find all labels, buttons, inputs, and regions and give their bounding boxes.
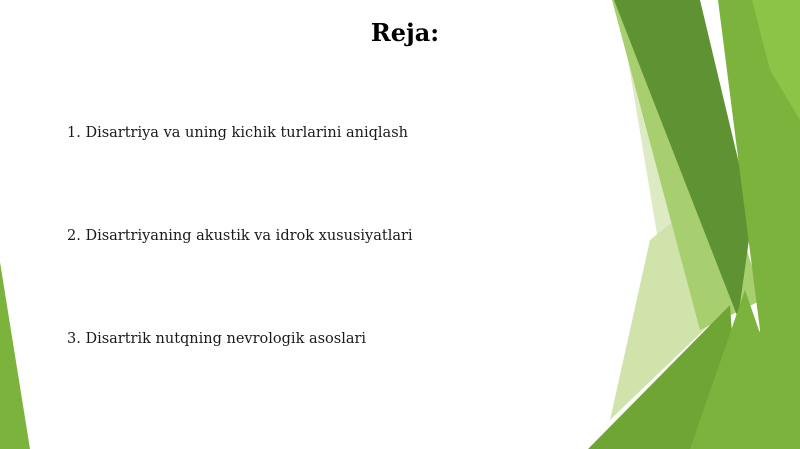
plan-item-1: 1. Disartriya va uning kichik turlarini aniqlash [67,125,408,141]
slide-title: Reja: [370,18,440,47]
plan-item-2: 2. Disartriyaning akustik va idrok xususiyatlari [67,228,413,244]
plan-item-3: 3. Disartrik nutqning nevrologik asoslari [67,331,367,347]
